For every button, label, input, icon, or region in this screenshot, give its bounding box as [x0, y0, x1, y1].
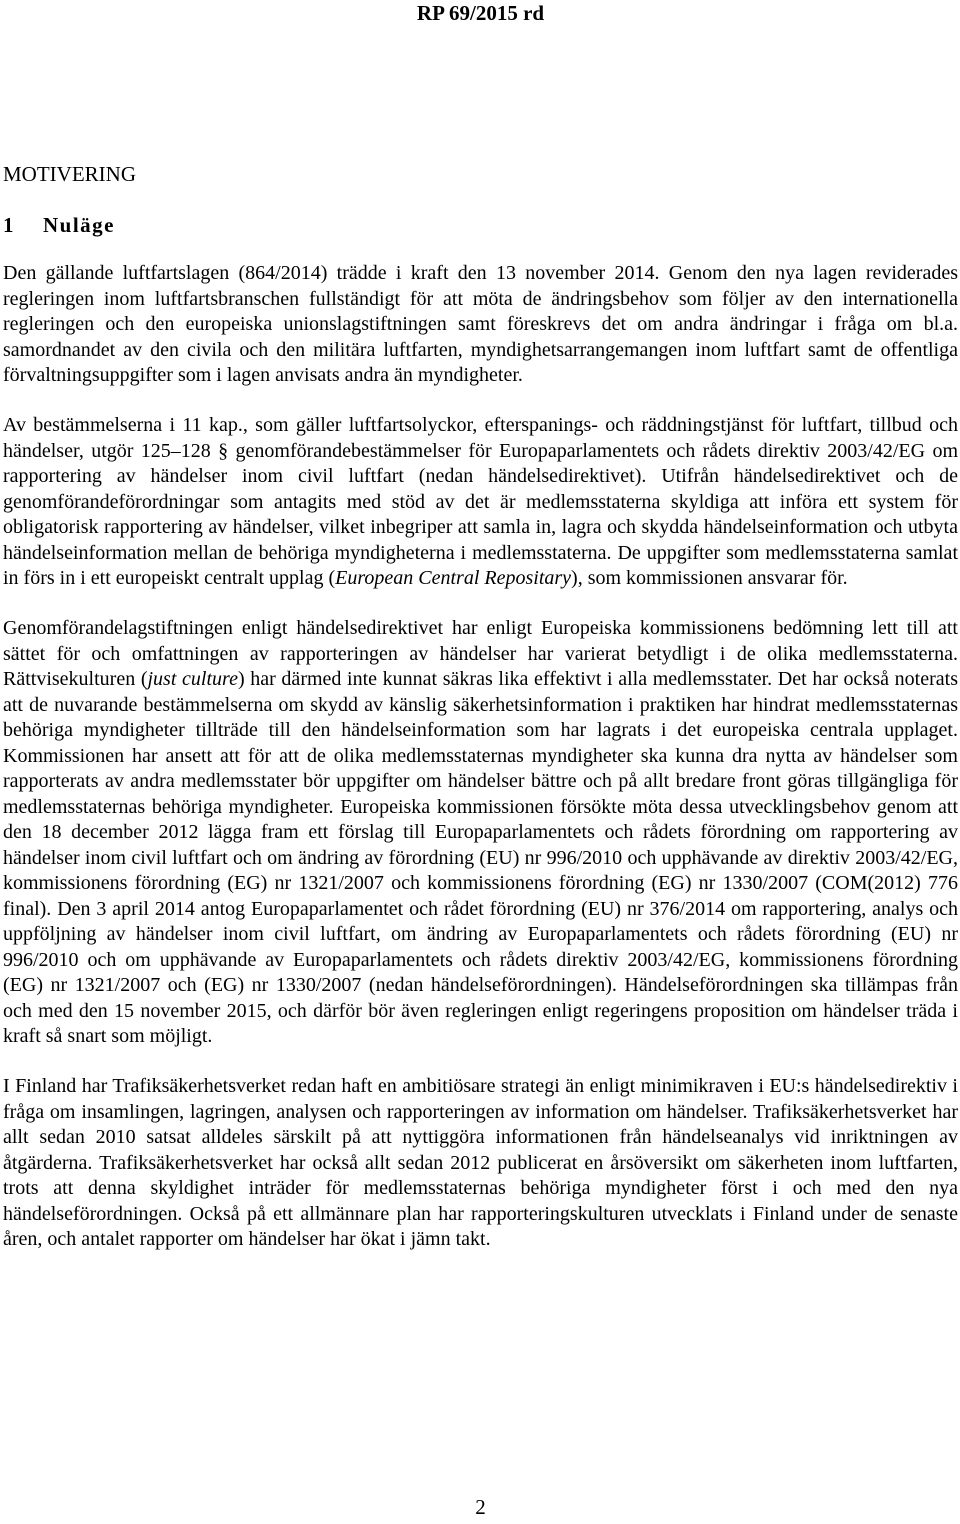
section-title: Nuläge: [43, 213, 115, 237]
paragraph-3: [3, 616, 958, 1050]
paragraph-text: I Finland har Trafiksäkerhetsverket redan haft en ambitiösare strategi än enligt minimikraven i EU:s händelsedirektiv i fråga om insamlingen, lagringen, analysen och rapporteringen av information om händelser. Trafiksäkerhetsverket har allt sedan 2010 satsat alldeles särskilt på att nyttiggöra informationen från händelseanalys vid inriktningen av åtgärderna. Trafiksäkerhetsverket har också allt sedan 2012 publicerat en årsöversikt om säkerheten inom luftfarten, trots att denna skyldighet inträder för medlemsstaternas behöriga myndigheter först i och med den nya händelseförordningen. Också på ett allmännare plan har rapporteringskulturen utvecklats i Finland under de senaste åren, och antalet rapporter om händelser har ökat i jämn takt.: [3, 1075, 958, 1250]
paragraph-text: ) har därmed inte kunnat säkras lika effektivt i alla medlemsstater. Det har också noterats att de nuvarande bestämmelserna om skydd av känslig säkerhetsinformation i praktiken har hindrat medlemsstaternas behöriga myndigheter tillträde till den händelseinformation som har lagrats i det europeiska centrala upplaget. Kommissionen har ansett att för att de olika medlemsstaternas myndigheter ska kunna dra nytta av händelser som rapporterats av andra medlemsstater bör uppgifter om händelser bättre och på allt bredare front göras tillgängliga för medlemsstaternas behöriga myndigheter. Europeiska kommissionen försökte möta dessa utvecklingsbehov genom att den 18 december 2012 lägga fram ett förslag till Europaparlamentets och rådets förordning om rapportering av händelser inom civil luftfart och om ändring av förordning (EU) nr 996/2010 och upphävande av direktiv 2003/42/EG, kommissionens förordning (EG) nr 1321/2007 och kommissionens förordning (EG) nr 1330/2007 (COM(2012) 776 final). Den 3 april 2014 antog Europaparlamentet och rådet förordning (EU) nr 376/2014 om rapportering, analys och uppföljning av händelser inom civil luftfart, om ändring av Europaparlamentets och rådets förordning (EU) nr 996/2010 och om upphävande av Europaparlamentets och rådets direktiv 2003/42/EG, kommissionens förordning (EG) nr 1321/2007 och (EG) nr 1330/2007 (nedan händelseförordningen). Händelseförordningen ska tillämpas från och med den 15 november 2015, och därför bör även regleringen enligt regeringens proposition om händelser träda i kraft så snart som möjligt.: [3, 668, 958, 1047]
paragraph-4: [3, 1074, 958, 1253]
paragraph-text: Den gällande luftfartslagen (864/2014) trädde i kraft den 13 november 2014. Genom den nya lagen reviderades regleringen inom luftfartsbranschen fullständigt för att möta de ändringsbehov som följer av den internationella regleringen och den europeiska unionslagstiftningen samt föreskrevs det om andra ändringar i fråga om bl.a. samordnandet av den civila och den militära luftfarten, myndighetsarrangemangen inom luftfart samt de offentliga förvaltningsuppgifter som i lagen anvisats andra än myndigheter.: [3, 262, 958, 386]
italic-term: just culture: [147, 668, 238, 690]
paragraph-2: [3, 413, 958, 592]
body-text: [3, 261, 958, 1253]
document-heading: MOTIVERING: [3, 162, 136, 186]
page-header: RP 69/2015 rd: [416, 1, 545, 25]
section-heading: [3, 212, 115, 238]
paragraph-text: Av bestämmelserna i 11 kap., som gäller luftfartsolyckor, efterspanings- och räddningstjänst för luftfart, tillbud och händelser, utgör 125–128 § genomförandebestämmelser för Europaparlamentets och rådets direktiv 2003/42/EG om rapportering av händelser inom civil luftfart (nedan händelsedirektivet). Utifrån händelsedirektivet och de genomförandeförordningar som antagits med stöd av det är medlemsstaterna skyldiga att införa ett system för obligatorisk rapportering av händelser, vilket inbegriper att samla in, lagra och skydda händelseinformation och utbyta händelseinformation mellan de behöriga myndigheterna i medlemsstaterna. De uppgifter som medlemsstaterna samlat in förs in i ett europeiskt centralt upplag (: [3, 414, 958, 589]
paragraph-text: Genomförandelagstiftningen enligt händelsedirektivet har enligt Europeiska kommissionens bedömning lett till att sättet för och omfattningen av rapporteringen av händelser har varierat betydligt i de olika medlemsstaterna. Rättvisekulturen (: [3, 617, 958, 690]
section-number: 1: [3, 213, 15, 237]
page-number: 2: [475, 1495, 486, 1519]
paragraph-text: ), som kommissionen ansvarar för.: [571, 567, 848, 589]
paragraph-1: [3, 261, 958, 389]
italic-term: European Central Repositary: [335, 567, 572, 589]
document-page: [3, 0, 958, 1524]
